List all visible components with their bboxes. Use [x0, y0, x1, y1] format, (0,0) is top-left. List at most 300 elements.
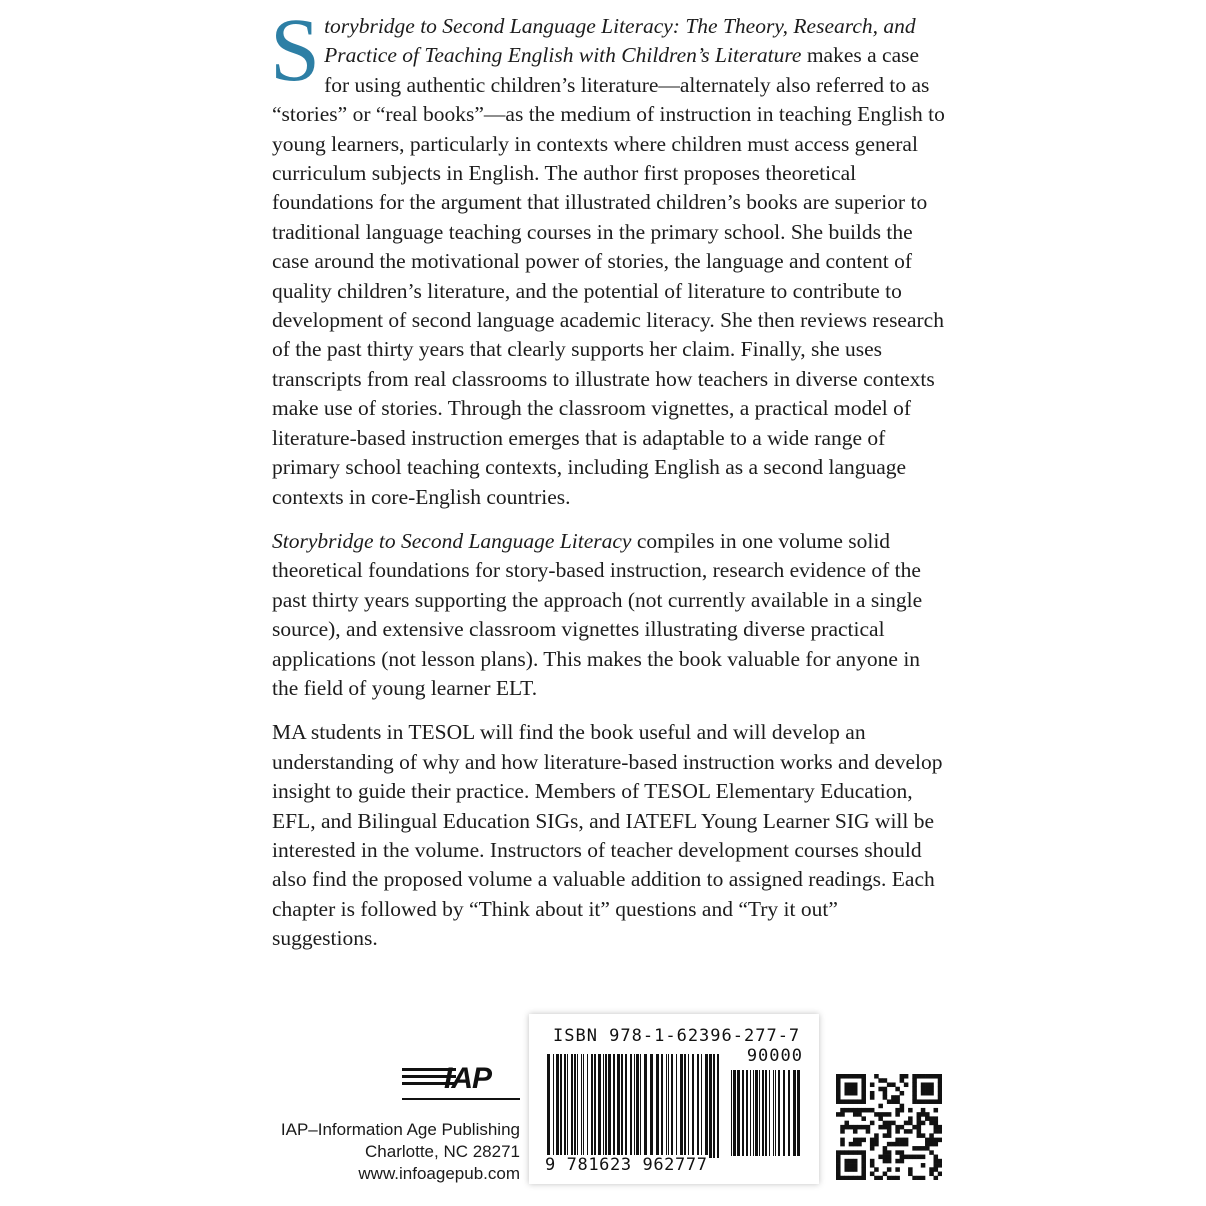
qr-module: [938, 1087, 942, 1092]
barcode-bar: [742, 1070, 744, 1156]
qr-module: [836, 1074, 841, 1079]
qr-module: [870, 1138, 875, 1143]
qr-module: [895, 1176, 900, 1180]
barcode-bar: [676, 1054, 677, 1158]
qr-module: [883, 1087, 888, 1092]
qr-module: [874, 1176, 879, 1180]
barcode-bar: [577, 1054, 578, 1158]
qr-module: [900, 1155, 905, 1160]
qr-module: [836, 1172, 841, 1177]
qr-module: [840, 1112, 845, 1117]
qr-module: [887, 1142, 892, 1147]
qr-module: [921, 1074, 926, 1079]
qr-module: [857, 1112, 862, 1117]
qr-module: [917, 1129, 922, 1134]
barcode-bar: [587, 1054, 588, 1158]
qr-module: [853, 1099, 858, 1104]
qr-module: [853, 1150, 858, 1155]
paragraph-2-text: compiles in one volume solid theoretical foundations for story-based instruction, research evidence of the past thirty years supporting the approach (not currently available in a single source), and extensive classroom vignettes illustrating diverse practical applications (not lesson plans). This makes the book valuable for anyone in the field of young learner ELT.: [272, 528, 923, 700]
qr-module: [887, 1112, 892, 1117]
qr-module: [887, 1082, 892, 1087]
qr-module: [895, 1095, 900, 1100]
qr-module: [861, 1087, 866, 1092]
qr-module: [844, 1108, 849, 1113]
qr-module: [917, 1146, 922, 1151]
qr-module: [840, 1138, 845, 1143]
qr-module: [849, 1082, 854, 1087]
qr-module: [921, 1121, 926, 1126]
qr-module: [921, 1087, 926, 1092]
qr-module: [895, 1159, 900, 1164]
qr-module: [934, 1155, 939, 1160]
barcode-bar: [634, 1054, 635, 1158]
qr-module: [878, 1087, 883, 1092]
qr-module: [917, 1155, 922, 1160]
qr-module: [938, 1078, 942, 1083]
barcode-bar: [608, 1054, 611, 1158]
barcode-bar: [701, 1054, 702, 1158]
qr-module: [934, 1121, 939, 1126]
qr-module: [874, 1112, 879, 1117]
qr-module: [929, 1150, 934, 1155]
barcode-bar: [650, 1054, 653, 1158]
barcode-bar: [605, 1054, 607, 1158]
barcode-bar: [750, 1070, 751, 1156]
qr-module: [891, 1142, 896, 1147]
qr-module: [921, 1112, 926, 1117]
qr-module: [887, 1099, 892, 1104]
qr-module: [836, 1091, 841, 1096]
qr-module: [925, 1112, 930, 1117]
qr-module: [844, 1121, 849, 1126]
barcode-bar: [574, 1054, 576, 1158]
qr-module: [853, 1163, 858, 1168]
qr-module: [887, 1121, 892, 1126]
qr-module: [887, 1133, 892, 1138]
barcode-bar: [656, 1054, 659, 1158]
qr-module: [836, 1095, 841, 1100]
qr-module: [904, 1142, 909, 1147]
qr-module: [840, 1176, 845, 1180]
qr-module: [853, 1082, 858, 1087]
barcode-bar: [769, 1070, 770, 1156]
barcode-bar: [733, 1070, 736, 1156]
barcode-bar: [567, 1054, 568, 1158]
qr-module: [861, 1095, 866, 1100]
qr-module: [925, 1142, 930, 1147]
qr-module: [891, 1176, 896, 1180]
barcode-bar: [737, 1070, 740, 1156]
qr-module: [857, 1150, 862, 1155]
barcode-bar: [717, 1054, 719, 1158]
barcode-bar: [692, 1054, 694, 1158]
qr-module: [938, 1074, 942, 1079]
qr-module: [934, 1116, 939, 1121]
barcode-bar: [668, 1054, 669, 1158]
qr-module: [929, 1099, 934, 1104]
barcode-bar: [713, 1054, 715, 1158]
qr-module: [887, 1159, 892, 1164]
qr-module: [883, 1172, 888, 1177]
qr-module: [917, 1125, 922, 1130]
qr-module: [929, 1091, 934, 1096]
qr-module: [938, 1125, 942, 1130]
ean-digits: 9 781623 962777: [545, 1155, 708, 1175]
qr-module: [866, 1108, 871, 1113]
barcode-bar: [547, 1054, 550, 1158]
barcode-bar: [671, 1054, 673, 1158]
qr-module: [938, 1138, 942, 1143]
qr-module: [917, 1074, 922, 1079]
qr-module: [861, 1082, 866, 1087]
barcode-bar: [613, 1054, 615, 1158]
qr-module: [887, 1176, 892, 1180]
qr-module: [853, 1142, 858, 1147]
qr-module: [870, 1095, 875, 1100]
qr-module: [836, 1087, 841, 1092]
qr-module: [929, 1172, 934, 1177]
qr-module: [840, 1099, 845, 1104]
book-title-italic-2: Storybridge to Second Language Literacy: [272, 528, 632, 553]
qr-module: [912, 1087, 917, 1092]
qr-module: [908, 1108, 913, 1113]
qr-module: [908, 1172, 913, 1177]
qr-module: [840, 1142, 845, 1147]
barcode-bar: [594, 1054, 596, 1158]
qr-module: [853, 1108, 858, 1113]
qr-module: [853, 1176, 858, 1180]
qr-module: [934, 1138, 939, 1143]
qr-module: [883, 1146, 888, 1151]
qr-module: [853, 1087, 858, 1092]
qr-module: [917, 1176, 922, 1180]
logo-underline: [402, 1098, 520, 1100]
barcode-bar: [788, 1070, 790, 1156]
qr-module: [849, 1125, 854, 1130]
qr-module: [917, 1112, 922, 1117]
qr-module: [844, 1125, 849, 1130]
qr-module: [870, 1146, 875, 1151]
qr-module: [883, 1095, 888, 1100]
qr-module: [929, 1116, 934, 1121]
qr-module: [934, 1099, 939, 1104]
qr-module: [870, 1159, 875, 1164]
qr-module: [934, 1108, 939, 1113]
qr-module: [921, 1108, 926, 1113]
barcode-bar: [598, 1054, 601, 1158]
qr-module: [840, 1125, 845, 1130]
qr-module: [895, 1167, 900, 1172]
qr-module: [917, 1116, 922, 1121]
qr-module: [887, 1150, 892, 1155]
qr-module: [836, 1155, 841, 1160]
publisher-name: IAP–Information Age Publishing: [280, 1120, 520, 1139]
iap-logo: [402, 1062, 520, 1096]
qr-module: [895, 1125, 900, 1130]
qr-module: [870, 1091, 875, 1096]
qr-module: [861, 1074, 866, 1079]
barcode-bar: [680, 1054, 683, 1158]
qr-module: [891, 1121, 896, 1126]
qr-module: [917, 1133, 922, 1138]
qr-module: [900, 1125, 905, 1130]
qr-module: [938, 1129, 942, 1134]
addon-barcode: [729, 1070, 803, 1156]
qr-module: [844, 1087, 849, 1092]
qr-module: [883, 1159, 888, 1164]
qr-module: [840, 1074, 845, 1079]
qr-module: [861, 1091, 866, 1096]
qr-module: [883, 1125, 888, 1130]
qr-module: [836, 1163, 841, 1168]
qr-module: [908, 1129, 913, 1134]
qr-module: [870, 1142, 875, 1147]
barcode-bar: [556, 1054, 559, 1158]
barcode-bar: [746, 1070, 748, 1156]
publisher-block: [262, 1062, 520, 1185]
qr-module: [861, 1163, 866, 1168]
qr-module: [934, 1074, 939, 1079]
qr-module: [900, 1091, 905, 1096]
qr-module: [853, 1138, 858, 1143]
publisher-city: Charlotte, NC 28271: [365, 1142, 520, 1161]
qr-module: [874, 1074, 879, 1079]
qr-module: [904, 1121, 909, 1126]
qr-module: [836, 1078, 841, 1083]
qr-module: [844, 1176, 849, 1180]
qr-module: [895, 1138, 900, 1143]
qr-module: [840, 1129, 845, 1134]
qr-module: [887, 1167, 892, 1172]
qr-module: [938, 1163, 942, 1168]
barcode-bar: [688, 1054, 689, 1158]
qr-module: [861, 1125, 866, 1130]
qr-module: [844, 1163, 849, 1168]
qr-module: [844, 1082, 849, 1087]
qr-module: [925, 1138, 930, 1143]
barcode-bar: [773, 1070, 774, 1156]
qr-module: [840, 1150, 845, 1155]
qr-module: [883, 1078, 888, 1083]
qr-module: [895, 1129, 900, 1134]
qr-module: [895, 1099, 900, 1104]
qr-module: [883, 1121, 888, 1126]
qr-module: [878, 1112, 883, 1117]
qr-module: [870, 1108, 875, 1113]
qr-module: [925, 1146, 930, 1151]
barcode-bar: [753, 1070, 754, 1156]
barcode-bar: [797, 1070, 800, 1156]
qr-module: [836, 1082, 841, 1087]
qr-module: [921, 1146, 926, 1151]
qr-module: [874, 1142, 879, 1147]
qr-module: [912, 1099, 917, 1104]
qr-module: [857, 1138, 862, 1143]
qr-module: [929, 1142, 934, 1147]
qr-module: [883, 1155, 888, 1160]
qr-module: [861, 1078, 866, 1083]
qr-module: [934, 1159, 939, 1164]
barcode-bar: [778, 1070, 780, 1156]
qr-module: [853, 1091, 858, 1096]
qr-module: [861, 1099, 866, 1104]
barcode-bar: [644, 1054, 647, 1158]
qr-module: [836, 1099, 841, 1104]
qr-module: [844, 1167, 849, 1172]
qr-module: [857, 1099, 862, 1104]
barcode-bar: [581, 1054, 582, 1158]
qr-module: [878, 1104, 883, 1109]
barcode-bar: [603, 1054, 604, 1158]
qr-module: [840, 1108, 845, 1113]
qr-module: [921, 1091, 926, 1096]
barcode-bar: [661, 1054, 663, 1158]
qr-module: [844, 1099, 849, 1104]
qr-module: [912, 1091, 917, 1096]
barcode-bar: [755, 1070, 758, 1156]
qr-module: [836, 1176, 841, 1180]
barcode-bar: [765, 1070, 767, 1156]
qr-module: [925, 1087, 930, 1092]
qr-module: [861, 1155, 866, 1160]
qr-module: [921, 1082, 926, 1087]
qr-module: [849, 1091, 854, 1096]
qr-module: [925, 1116, 930, 1121]
qr-module: [934, 1129, 939, 1134]
qr-module: [900, 1150, 905, 1155]
qr-module: [938, 1082, 942, 1087]
qr-module: [861, 1116, 866, 1121]
qr-module: [934, 1163, 939, 1168]
qr-module: [900, 1104, 905, 1109]
barcode-bar: [583, 1054, 584, 1158]
qr-module: [853, 1112, 858, 1117]
qr-module: [849, 1087, 854, 1092]
book-title-italic: torybridge to Second Language Literacy: The Theory, Research, and Practice of Teaching English with Children’s Literature: [324, 14, 916, 68]
qr-module: [929, 1082, 934, 1087]
qr-module: [929, 1074, 934, 1079]
qr-module: [866, 1129, 871, 1134]
barcode-bar: [709, 1054, 712, 1158]
qr-module: [908, 1167, 913, 1172]
qr-module: [921, 1176, 926, 1180]
price-code: 90000: [746, 1046, 803, 1066]
qr-module: [925, 1074, 930, 1079]
qr-module: [917, 1099, 922, 1104]
barcode-bar: [553, 1054, 554, 1158]
qr-module: [870, 1172, 875, 1177]
qr-module: [921, 1099, 926, 1104]
qr-module: [849, 1176, 854, 1180]
barcode-bar: [621, 1054, 623, 1158]
qr-module: [938, 1095, 942, 1100]
qr-module: [853, 1129, 858, 1134]
barcode-bar: [793, 1070, 796, 1156]
qr-module: [912, 1082, 917, 1087]
publisher-website[interactable]: www.infoagepub.com: [358, 1164, 520, 1183]
qr-module: [844, 1150, 849, 1155]
qr-module: [870, 1082, 875, 1087]
qr-module: [895, 1150, 900, 1155]
qr-module: [904, 1074, 909, 1079]
qr-module: [938, 1099, 942, 1104]
qr-module: [900, 1108, 905, 1113]
ean-barcode: [545, 1054, 723, 1158]
barcode-bar: [630, 1054, 632, 1158]
qr-module: [883, 1112, 888, 1117]
qr-module: [900, 1159, 905, 1164]
qr-module: [895, 1087, 900, 1092]
qr-module: [853, 1159, 858, 1164]
qr-module: [904, 1129, 909, 1134]
qr-module: [925, 1091, 930, 1096]
qr-module: [908, 1121, 913, 1126]
qr-module: [853, 1167, 858, 1172]
qr-module: [857, 1142, 862, 1147]
qr-module: [908, 1155, 913, 1160]
barcode-bar: [640, 1054, 641, 1158]
qr-module: [904, 1138, 909, 1143]
qr-code: [836, 1074, 942, 1180]
qr-module: [878, 1116, 883, 1121]
qr-module: [895, 1108, 900, 1113]
isbn-number: ISBN 978-1-62396-277-7: [553, 1026, 801, 1046]
qr-module: [904, 1155, 909, 1160]
qr-module: [908, 1116, 913, 1121]
qr-module: [849, 1163, 854, 1168]
qr-module: [929, 1138, 934, 1143]
qr-module: [912, 1125, 917, 1130]
qr-module: [861, 1138, 866, 1143]
qr-module: [900, 1138, 905, 1143]
qr-module: [861, 1167, 866, 1172]
back-cover-description: [270, 1, 948, 969]
qr-module: [900, 1142, 905, 1147]
qr-module: [895, 1142, 900, 1147]
qr-module: [883, 1133, 888, 1138]
barcode-bar: [762, 1070, 764, 1156]
qr-module: [878, 1125, 883, 1130]
qr-module: [857, 1176, 862, 1180]
barcode-bar: [783, 1070, 785, 1156]
qr-module: [874, 1167, 879, 1172]
qr-module: [883, 1091, 888, 1096]
qr-module: [853, 1074, 858, 1079]
barcode-bar: [564, 1054, 566, 1158]
barcode-bar: [731, 1070, 732, 1156]
qr-module: [857, 1108, 862, 1113]
qr-module: [929, 1121, 934, 1126]
qr-module: [849, 1167, 854, 1172]
qr-module: [938, 1172, 942, 1177]
qr-module: [866, 1125, 871, 1130]
qr-module: [861, 1108, 866, 1113]
qr-module: [938, 1091, 942, 1096]
barcode-bar: [571, 1054, 573, 1158]
qr-module: [836, 1159, 841, 1164]
qr-module: [912, 1155, 917, 1160]
qr-module: [836, 1112, 841, 1117]
qr-module: [929, 1133, 934, 1138]
qr-module: [836, 1150, 841, 1155]
qr-module: [849, 1074, 854, 1079]
qr-module: [844, 1159, 849, 1164]
qr-module: [883, 1150, 888, 1155]
qr-module: [912, 1095, 917, 1100]
barcode-bar: [697, 1054, 699, 1158]
qr-module: [887, 1155, 892, 1160]
barcode-bar: [759, 1070, 760, 1156]
